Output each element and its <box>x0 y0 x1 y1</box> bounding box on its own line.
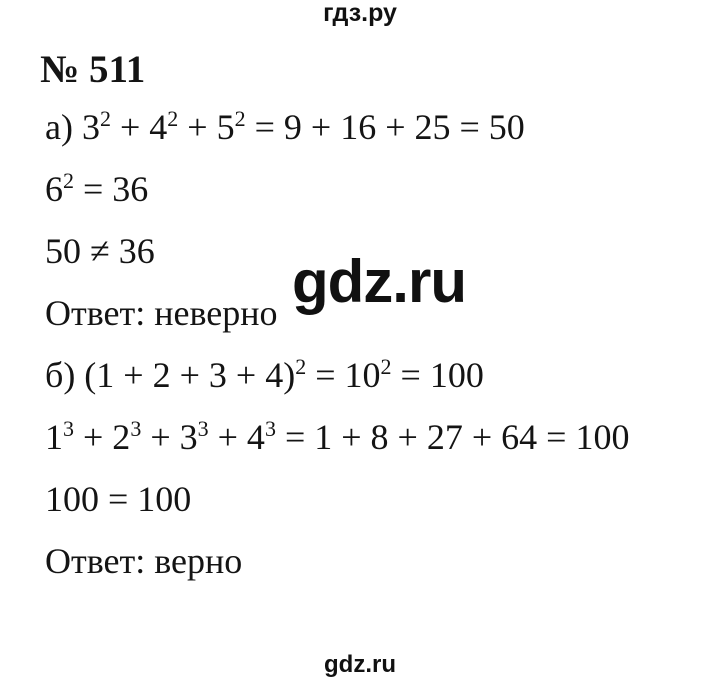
math-line-a-six-squared: $6^2 = 36$ <box>45 168 149 209</box>
math-line-b-sum-squared: б) $(1 + 2 + 3 + 4)^2 = 10^2 = 100$ <box>45 354 484 395</box>
answer-line-b: Ответ: верно <box>45 541 243 581</box>
site-watermark-bottom: gdz.ru <box>324 651 396 678</box>
math-line-b-cubes: $1^3 + 2^3 + 3^3 + 4^3 = 1 + 8 + 27 + 64 = 100$ <box>45 416 630 457</box>
site-watermark-center: gdz.ru <box>292 248 466 315</box>
answer-line-a: Ответ: неверно <box>45 293 278 333</box>
math-line-a-squares: а) $3^2 + 4^2 + 5^2 = 9 + 16 + 25 = 50$ <box>45 106 525 147</box>
solution-body <box>45 96 710 592</box>
site-watermark-top: гдз.ру <box>323 0 397 27</box>
math-line-a-inequality: 50 ≠ 36 <box>45 231 155 271</box>
math-line-b-equality: 100 = 100 <box>45 479 192 519</box>
problem-number: № 511 <box>40 48 146 91</box>
